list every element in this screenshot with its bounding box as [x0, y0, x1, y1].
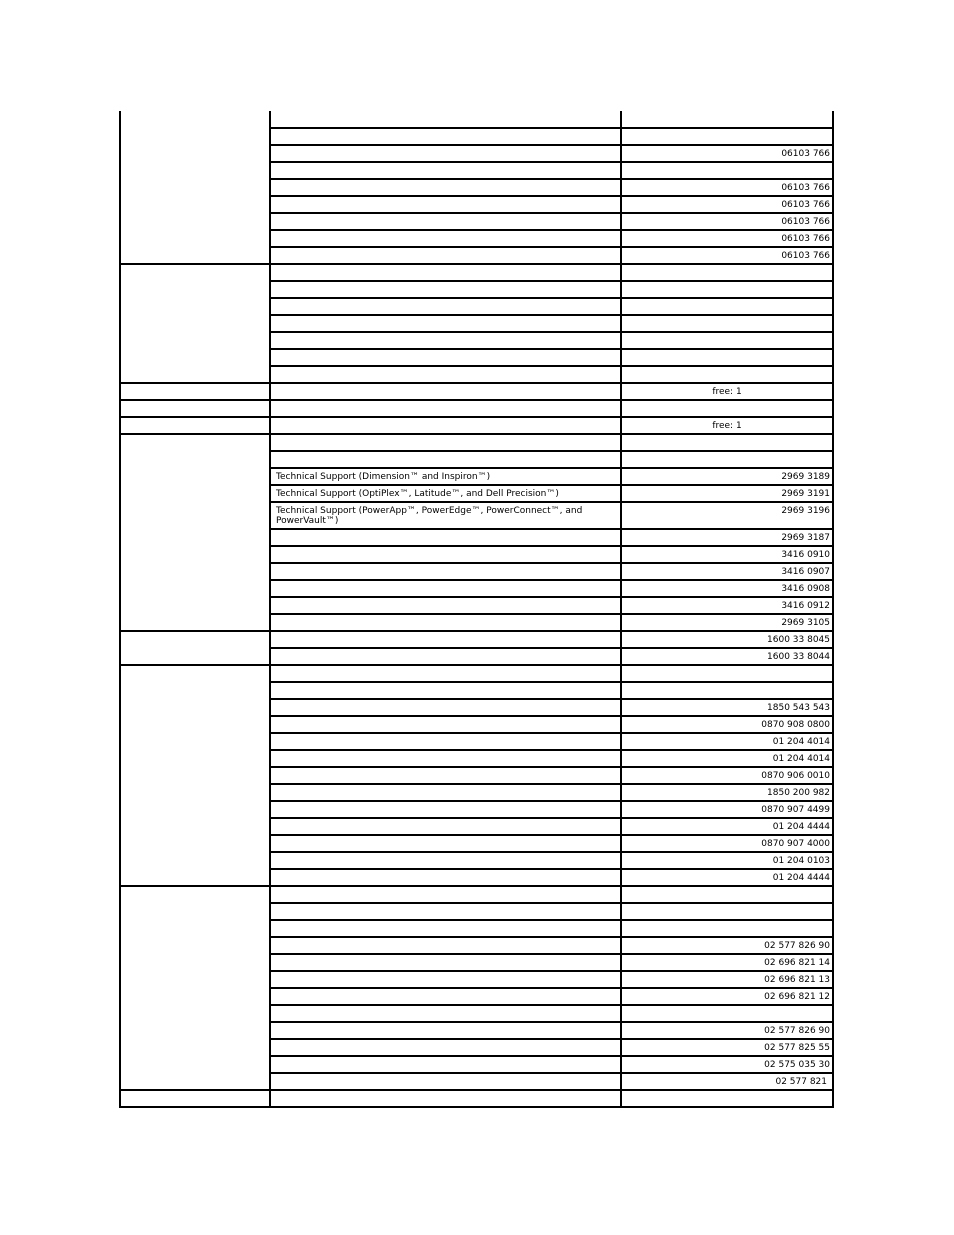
table-row: [119, 349, 834, 366]
phone-number: 1850 200 982: [767, 788, 830, 798]
table-row: [119, 485, 834, 502]
table-row: [119, 451, 834, 468]
phone-number: 06103 766: [781, 234, 830, 244]
table-row: [119, 128, 834, 145]
phone-number: 01 204 4014: [772, 754, 830, 764]
service-label: Technical Support (PowerApp™, PowerEdge™, PowerConnect™, and PowerVault™): [276, 506, 583, 526]
table-row: [119, 315, 834, 332]
phone-number: 2969 3187: [781, 533, 830, 543]
table-row: [119, 869, 834, 886]
phone-number: 02 577 826 90: [764, 941, 830, 951]
table-row: [119, 648, 834, 665]
phone-number: 02 696 821 14: [764, 958, 830, 968]
table-row: [119, 801, 834, 818]
table-row: [119, 179, 834, 196]
table-row: [119, 580, 834, 597]
table-row: [119, 665, 834, 682]
phone-number: 06103 766: [781, 183, 830, 193]
table-row: [119, 1073, 834, 1090]
table-row: [119, 988, 834, 1005]
table-row: [119, 230, 834, 247]
phone-number: 2969 3189: [781, 472, 830, 482]
table-row: [119, 716, 834, 733]
service-label: Technical Support (Dimension™ and Inspiron™): [276, 472, 491, 482]
column-border: [620, 111, 622, 1107]
table-row: [119, 784, 834, 801]
phone-number: 06103 766: [781, 217, 830, 227]
column-border: [832, 111, 834, 1107]
phone-number: 02 696 821 12: [764, 992, 830, 1002]
table-row: [119, 614, 834, 631]
phone-number: 1850 543 543: [767, 703, 830, 713]
table-row: [119, 971, 834, 988]
contact-table: [119, 111, 834, 1107]
phone-number: 02 577 825 55: [764, 1043, 830, 1053]
phone-number: 1600 33 8045: [767, 635, 830, 645]
table-row: [119, 1022, 834, 1039]
table-row: [119, 196, 834, 213]
column-border: [119, 111, 121, 1107]
phone-number: 06103 766: [781, 149, 830, 159]
table-row: [119, 835, 834, 852]
table-row: [119, 145, 834, 162]
table-row: [119, 682, 834, 699]
phone-number: 02 575 035 30: [764, 1060, 830, 1070]
phone-number: 0870 907 4499: [761, 805, 830, 815]
phone-number: 3416 0908: [781, 584, 830, 594]
phone-number: 01 204 4014: [772, 737, 830, 747]
phone-number: 1600 33 8044: [767, 652, 830, 662]
table-row: [119, 597, 834, 614]
group-divider: [119, 1106, 834, 1108]
service-label: Technical Support (OptiPlex™, Latitude™, and Dell Precision™): [276, 489, 559, 499]
phone-number: 2969 3191: [781, 489, 830, 499]
table-row: [119, 1039, 834, 1056]
phone-number: 06103 766: [781, 200, 830, 210]
table-row: [119, 818, 834, 835]
table-row: [119, 213, 834, 230]
table-row: [119, 502, 834, 529]
phone-number: free: 1: [712, 421, 742, 431]
table-row: [119, 529, 834, 546]
column-border: [269, 111, 271, 1107]
table-row: [119, 852, 834, 869]
table-row: [119, 366, 834, 383]
table-row: [119, 631, 834, 648]
phone-number: 01 204 4444: [772, 873, 830, 883]
phone-number: 0870 908 0800: [761, 720, 830, 730]
table-row: [119, 111, 834, 128]
phone-number: 02 696 821 13: [764, 975, 830, 985]
table-row: [119, 264, 834, 281]
table-row: [119, 920, 834, 937]
phone-number: 2969 3105: [781, 618, 830, 628]
phone-number: 06103 766: [781, 251, 830, 261]
phone-number: 0870 907 4000: [761, 839, 830, 849]
table-row: [119, 417, 834, 434]
table-row: [119, 298, 834, 315]
table-row: [119, 468, 834, 485]
phone-number: free: 1: [712, 387, 742, 397]
table-row: [119, 383, 834, 400]
table-row: [119, 162, 834, 179]
phone-number: 3416 0910: [781, 550, 830, 560]
table-row: [119, 733, 834, 750]
table-row: [119, 281, 834, 298]
table-row: [119, 400, 834, 417]
phone-number: 01 204 4444: [772, 822, 830, 832]
table-row: [119, 903, 834, 920]
phone-number: 02 577 826 90: [764, 1026, 830, 1036]
table-row: [119, 563, 834, 580]
table-row: [119, 937, 834, 954]
table-row: [119, 1005, 834, 1022]
table-row: [119, 434, 834, 451]
phone-number: 0870 906 0010: [761, 771, 830, 781]
table-row: [119, 332, 834, 349]
table-row: [119, 750, 834, 767]
table-row: [119, 699, 834, 716]
phone-number: 01 204 0103: [772, 856, 830, 866]
table-row: [119, 954, 834, 971]
phone-number: 3416 0907: [781, 567, 830, 577]
table-row: [119, 247, 834, 264]
table-row: [119, 767, 834, 784]
table-row: [119, 886, 834, 903]
table-row: [119, 1056, 834, 1073]
table-row: [119, 1090, 834, 1107]
table-row: [119, 546, 834, 563]
phone-number: 3416 0912: [781, 601, 830, 611]
phone-number: 2969 3196: [781, 506, 830, 516]
phone-number: 02 577 821: [775, 1077, 827, 1087]
